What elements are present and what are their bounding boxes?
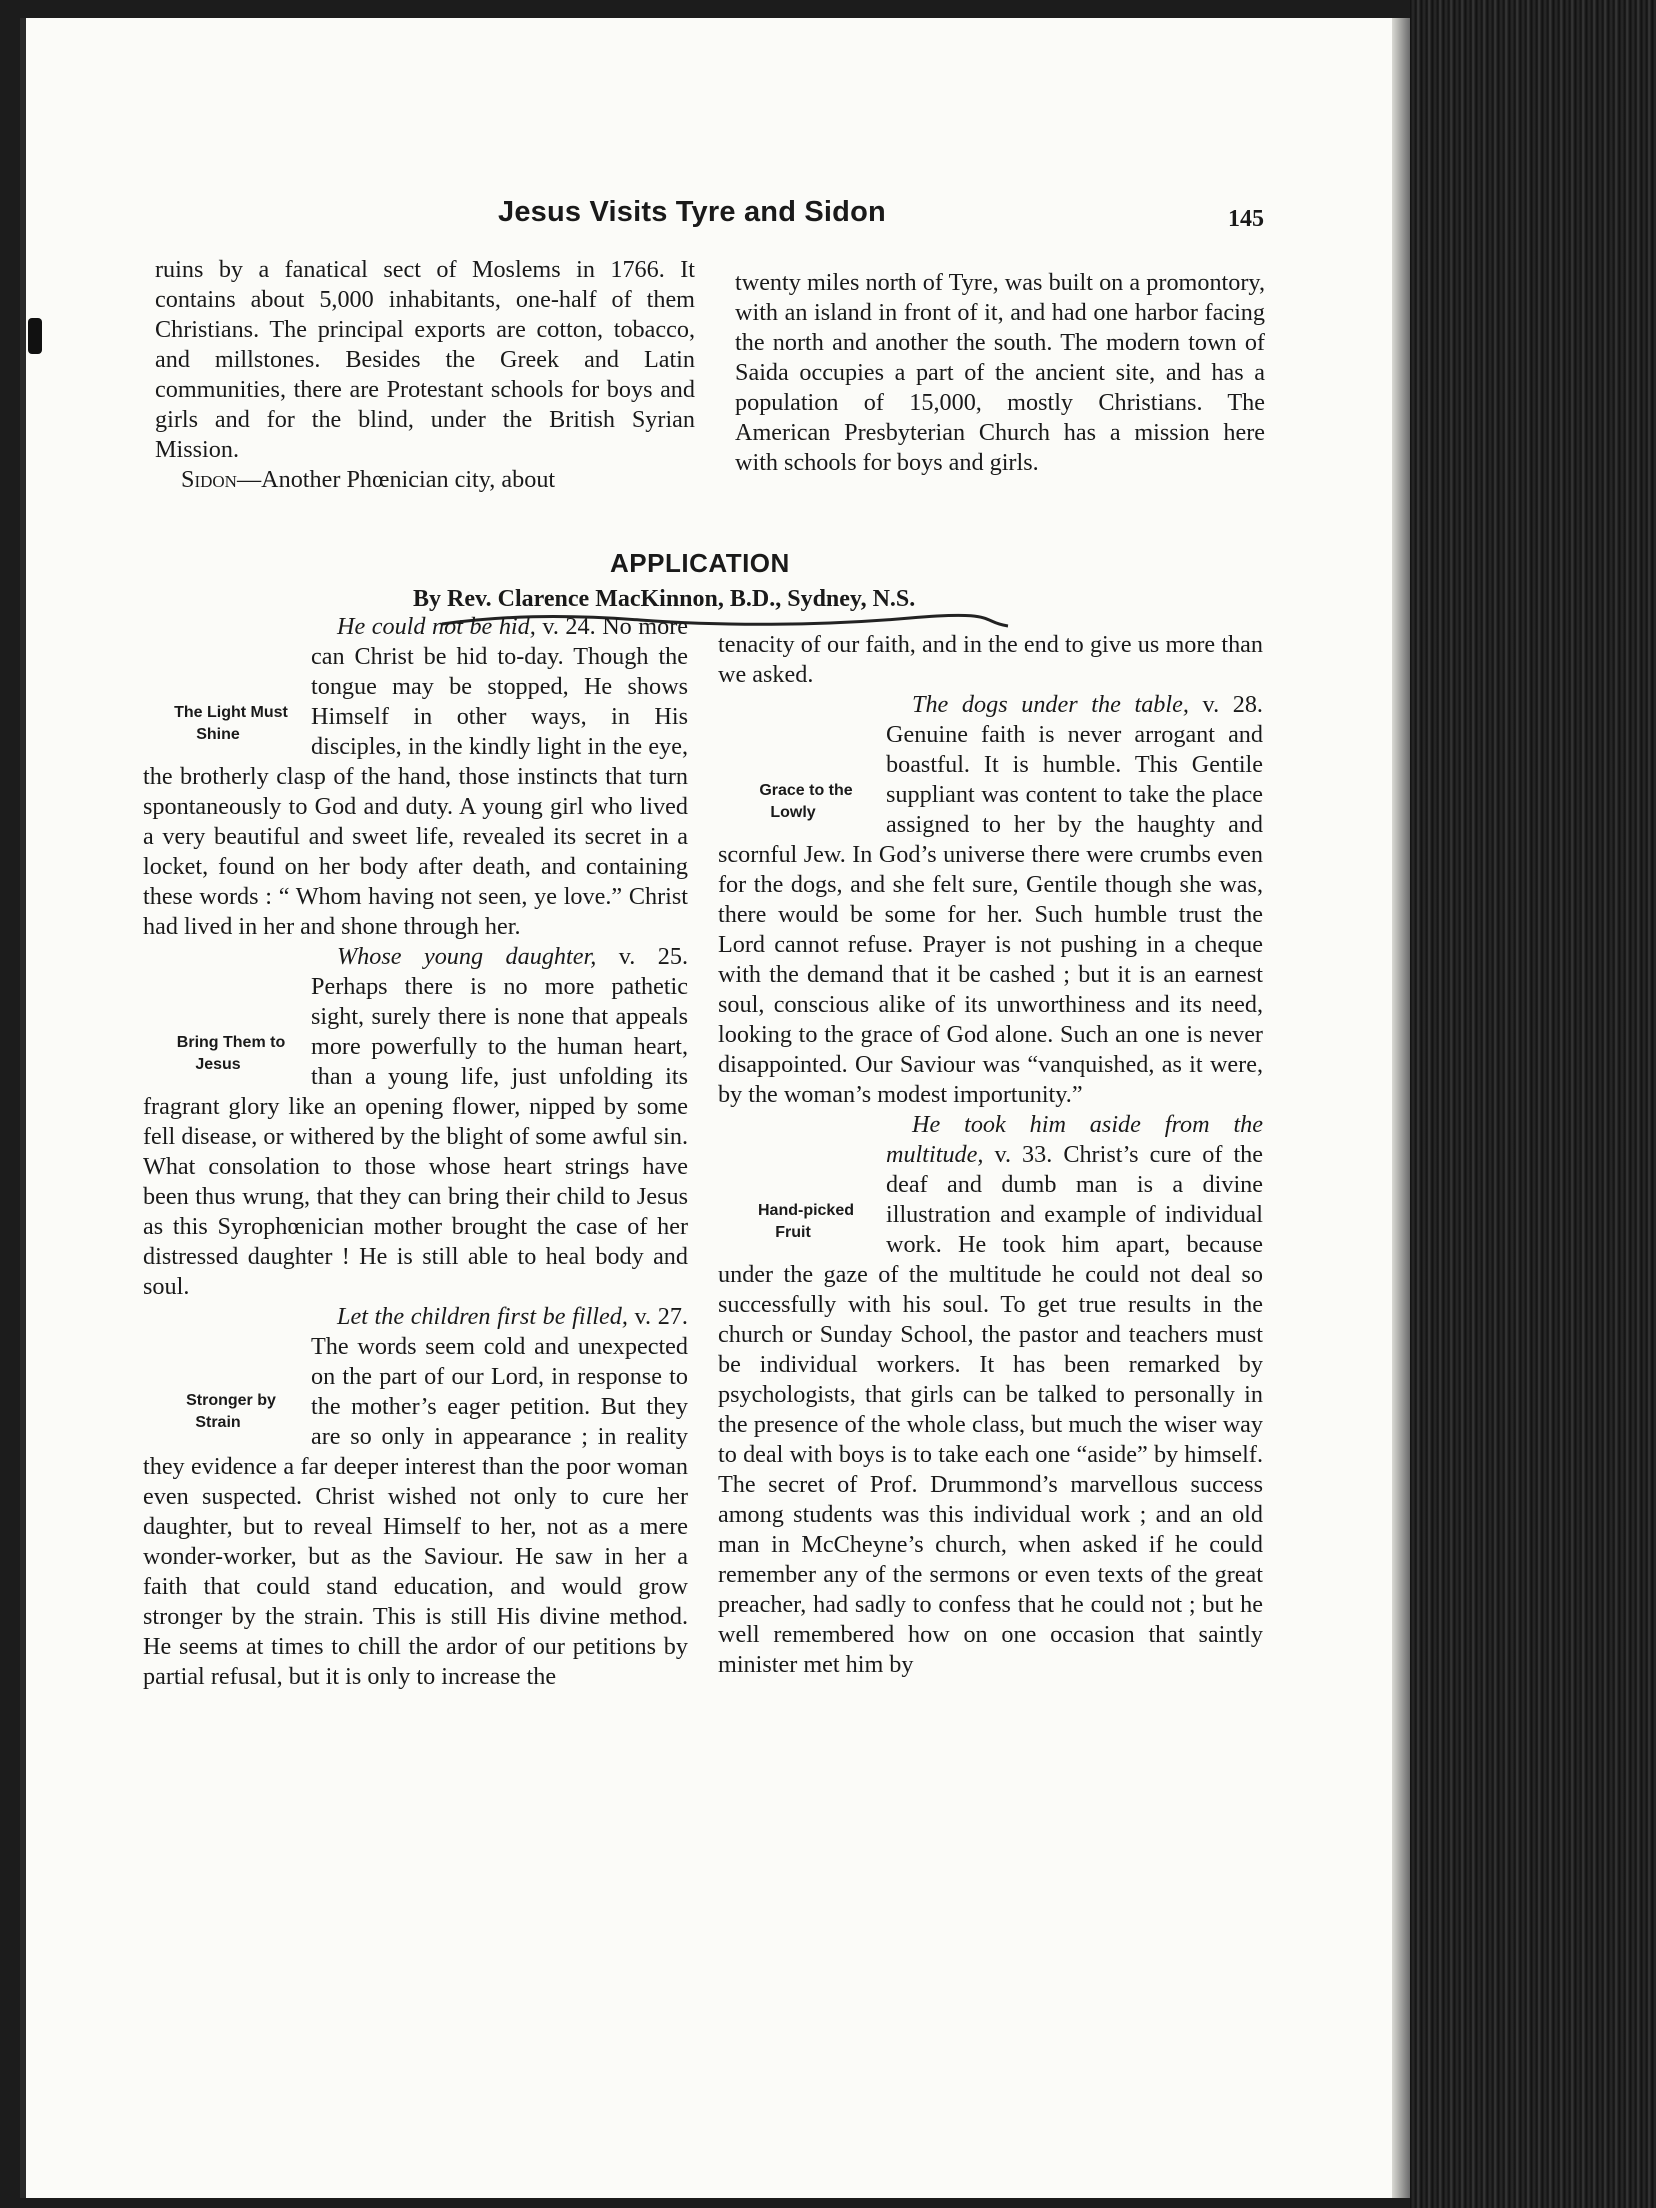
sidenote-light-must-shine: The Light Must Shine xyxy=(174,704,288,743)
paragraph-took-him-aside xyxy=(718,1110,1263,1680)
sidenote-stronger-by-strain: Stronger by Strain xyxy=(186,1392,276,1431)
paragraph-tenacity: tenacity of our faith, and in the end to give us more than we asked. xyxy=(718,631,1263,688)
byline: By Rev. Clarence MacKinnon, B.D., Sydney, N.S. xyxy=(413,586,916,612)
sidon-label: Sidon xyxy=(181,466,237,493)
top-right-text xyxy=(735,268,1265,478)
text-young-daughter: v. 25. Perhaps there is no more pathetic sight, surely there is none that appeals more powerfully to the human heart, than a young life, just unfolding its fragrant glory like an opening flower, nipped by some fell disease, or withered by the blight of some awful sin. What consolation to those whose heart strings have been thus wrung, that they can bring their child to Jesus as this Syrophœnician mother brought the case of her distressed daughter ! He is still able to heal body and soul. xyxy=(143,943,688,1300)
paragraph-sidon-continued: twenty miles north of Tyre, was built on a promontory, with an island in front of it, and had one harbor facing the north and another the south. The modern town of Saida occupies a part of the ancient site, and has a population of 15,000, mostly Christians. The American Presbyterian Church has a mission here with schools for boys and girls. xyxy=(735,269,1265,476)
paragraph-children-first xyxy=(143,1302,688,1692)
binding-mark xyxy=(28,318,42,354)
book-spine-edge xyxy=(1410,0,1656,2208)
text-took-him-aside: v. 33. Christ’s cure of the deaf and dumb man is a divine illustration and example of individual work. He took him apart, because under the gaze of the multitude he could not deal so successfully with his soul. To get true results in the church or Sunday School, the pastor and teachers must be individual workers. It has been remarked by psychologists, that girls can be talked to personally in the presence of the whole class, but much the wiser way to deal with boys is to take each one “aside” by himself. The secret of Prof. Drummond’s marvellous success among students was this individual work ; and an old man in McCheyne’s church, when asked if he could remember any of the sermons or even texts of the great preacher, had sadly to confess that he could not ; but he well remembered how on one occasion that saintly minister met him by xyxy=(718,1141,1263,1678)
lead-children-first: Let the children first be filled, xyxy=(337,1303,628,1330)
paragraph-could-not-be-hid xyxy=(143,612,688,942)
sidon-text: —Another Phœnician city, about xyxy=(236,466,556,493)
right-column xyxy=(718,630,1263,1680)
top-left-text xyxy=(155,255,695,495)
lead-dogs-under-table: The dogs under the table, xyxy=(912,691,1189,718)
page-number: 145 xyxy=(1228,206,1264,232)
sidenote-grace-to-the-lowly: Grace to the Lowly xyxy=(759,782,853,821)
text-could-not-be-hid: v. 24. No more can Christ be hid to-day. Though the tongue may be stopped, He shows Himself in other ways, in His disciples, in the kindly light in the eye, the brotherly clasp of the hand, those instincts that turn spontaneously to God and duty. A young girl who lived a very beautiful and sweet life, revealed its secret in a locket, found on her body after death, and containing these words : “ Whom having not seen, ye love.” Christ had lived in her and shone through her. xyxy=(143,613,688,940)
paragraph-dogs-under-table xyxy=(718,690,1263,1110)
sidenote-hand-picked-fruit: Hand-picked Fruit xyxy=(757,1202,854,1241)
section-heading: APPLICATION xyxy=(610,548,790,578)
sidenote-bring-them-to-jesus: Bring Them to Jesus xyxy=(176,1034,286,1073)
left-column xyxy=(143,612,688,1692)
lead-young-daughter: Whose young daughter, xyxy=(337,943,597,970)
paragraph-tyre-continued: ruins by a fanatical sect of Moslems in 1766. It contains about 5,000 inhabitants, one-half of them Christians. The principal exports are cotton, tobacco, and millstones. Besides the Greek and Latin communities, there are Protestant schools for boys and girls and for the blind, under the British Syrian Mission. xyxy=(155,256,695,463)
text-children-first: v. 27. The words seem cold and unexpected on the part of our Lord, in response to the mother’s eager petition. But they are so only in appearance ; in reality they evidence a far deeper interest than the poor woman even suspected. Christ wished not only to cure her daughter, but to reveal Himself to her, not as a mere wonder-worker, but as the Saviour. He saw in her a faith that could stand education, and would grow stronger by the strain. This is still His divine method. He seems at times to chill the ardor of our petitions by partial refusal, but it is only to increase the xyxy=(143,1303,688,1690)
lead-took-him-aside: He took him aside from the multitude, xyxy=(886,1111,1263,1168)
running-title: Jesus Visits Tyre and Sidon xyxy=(498,196,886,228)
text-dogs-under-table: v. 28. Genuine faith is never arrogant and boastful. It is humble. This Gentile suppliant was content to take the place assigned to her by the haughty and scornful Jew. In God’s universe there were crumbs even for the dogs, and she felt sure, Gentile though she was, there would be some for her. Such humble trust the Lord cannot refuse. Prayer is not pushing in a cheque with the demand that it be cashed ; but it is an earnest soul, conscious alike of its unworthiness and its need, looking to the grace of God alone. Such an one is never disappointed. Our Saviour was “vanquished, as it were, by the woman’s modest importunity.” xyxy=(718,691,1263,1108)
lead-could-not-be-hid: He could not be hid, xyxy=(337,613,536,640)
paragraph-young-daughter xyxy=(143,942,688,1302)
page-edge-shadow xyxy=(1392,18,1410,2198)
paragraph-sidon xyxy=(155,465,695,495)
